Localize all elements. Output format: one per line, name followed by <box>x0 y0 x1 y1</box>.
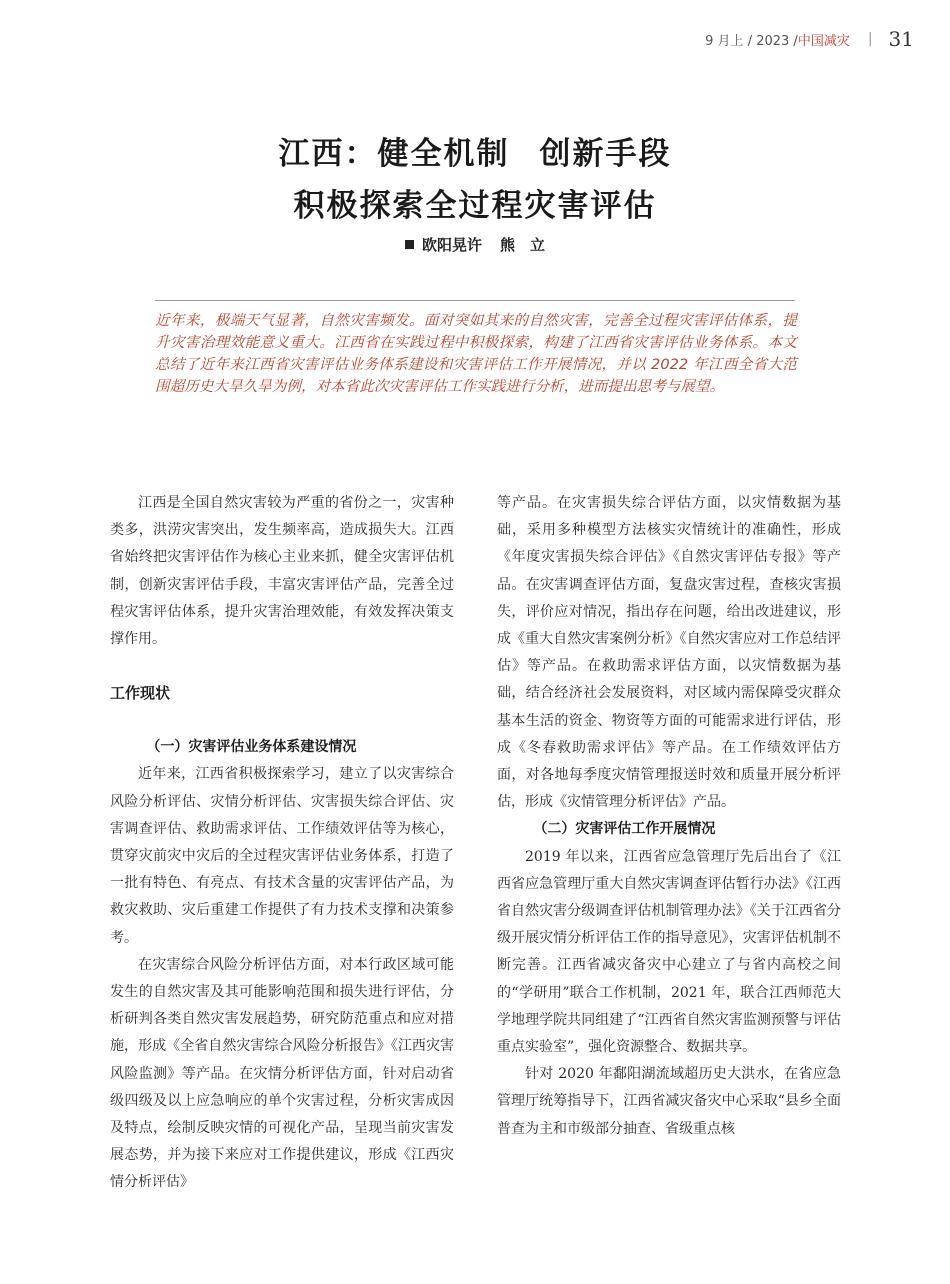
square-bullet-icon <box>405 240 414 249</box>
title-line-2: 积极探索全过程灾害评估 <box>293 188 657 224</box>
body-paragraph: 等产品。在灾害损失综合评估方面，以灾情数据为基础，采用多种模型方法核实灾情统计的准确性，形成《年度灾害损失综合评估》《自然灾害评估专报》等产品。在灾害调查评估方面，复盘灾害过程，查核灾害损失，评价应对情况，指出存在问题，给出改进建议，形成《重大自然灾害案例分析》《自然灾害应对工作总结评估》等产品。在救助需求评估方面，以灾情数据为基础，结合经济社会发展资料，对区域内需保障受灾群众基本生活的资金、物资等方面的可能需求进行评估，形成《冬春救助需求评估》等产品。在工作绩效评估方面，对各地每季度灾情管理报送时效和质量开展分析评估，形成《灾情管理分析评估》产品。 <box>497 495 841 811</box>
intro-paragraph: 江西是全国自然灾害较为严重的省份之一，灾害种类多，洪涝灾害突出，发生频率高，造成损失大。江西省始终把灾害评估作为核心主业来抓，健全灾害评估机制，创新灾害评估手段，丰富灾害评估产品，完善全过程灾害评估体系，提升灾害治理效能，有效发挥决策支撑作用。 <box>110 495 454 648</box>
section-heading: 工作现状 <box>110 684 171 703</box>
subheading-1: （一）灾害评估业务体系建设情况 <box>146 739 357 756</box>
page-number: 31 <box>888 27 914 51</box>
issue-date: 9 月上 / 2023 / <box>705 33 798 49</box>
abstract: 近年来，极端天气显著，自然灾害频发。面对突如其来的自然灾害，完善全过程灾害评估体系，提升灾害治理效能意义重大。江西省在实践过程中积极探索，构建了江西省灾害评估业务体系。本文总结了近年来江西省灾害评估业务体系建设和灾害评估工作开展情况，并以 2022 年江西全省大范围超历史大旱久旱为例，对本省此次灾害评估工作实践进行分析，进而提出思考与展望。 <box>155 312 797 395</box>
title-part-b: 创新手段 <box>539 136 672 172</box>
article-title <box>0 128 950 232</box>
right-column <box>497 490 841 1143</box>
body-paragraph: 针对 2020 年鄱阳湖流域超历史大洪水，在省应急管理厅统筹指导下，江西省减灾备灾中心采取“县乡全面普查为主和市级部分抽查、省级重点核 <box>497 1066 841 1137</box>
author-2: 熊 立 <box>500 236 546 254</box>
header-separator: | <box>867 31 873 47</box>
page-header <box>705 28 914 50</box>
body-paragraph: 在灾害综合风险分析评估方面，对本行政区域可能发生的自然灾害及其可能影响范围和损失进行评估，分析研判各类自然灾害发展趋势，研究防范重点和应对措施，形成《全省自然灾害综合风险分析报告》《江西灾害风险监测》等产品。在灾情分析评估方面，针对启动省级四级及以上应急响应的单个灾害过程，分析灾害成因及特点，绘制反映灾情的可视化产品，呈现当前灾害发展态势，并为接下来应对工作提供建议，形成《江西灾情分析评估》 <box>110 956 454 1191</box>
byline <box>0 234 950 255</box>
body-paragraph: 近年来，江西省积极探索学习，建立了以灾害综合风险分析评估、灾情分析评估、灾害损失综合评估、灾害调查评估、救助需求评估、工作绩效评估等为核心，贯穿灾前灾中灾后的全过程灾害评估业务体系，打造了一批有特色、有亮点、有技术含量的灾害评估产品，为救灾救助、灾后重建工作提供了有力技术支撑和决策参考。 <box>110 766 454 946</box>
author-1: 欧阳晃许 <box>421 236 482 254</box>
body-paragraph: 2019 年以来，江西省应急管理厅先后出台了《江西省应急管理厅重大自然灾害调查评估暂行办法》《江西省自然灾害分级调查评估机制管理办法》《关于江西省分级开展灾情分析评估工作的指导意见》，灾害评估机制不断完善。江西省减灾备灾中心建立了与省内高校之间的“学研用”联合工作机制，2021 年，联合江西师范大学地理学院共同组建了“江西省自然灾害监测预警与评估重点实验室”，强化资源整合、数据共享。 <box>497 848 841 1056</box>
title-line-1 <box>0 128 950 180</box>
title-part-a: 江西：健全机制 <box>278 136 510 172</box>
magazine-name: 中国减灾 <box>797 33 850 49</box>
left-column <box>110 490 454 1197</box>
subheading-2: （二）灾害评估工作开展情况 <box>533 821 716 838</box>
abstract-divider <box>155 300 795 301</box>
